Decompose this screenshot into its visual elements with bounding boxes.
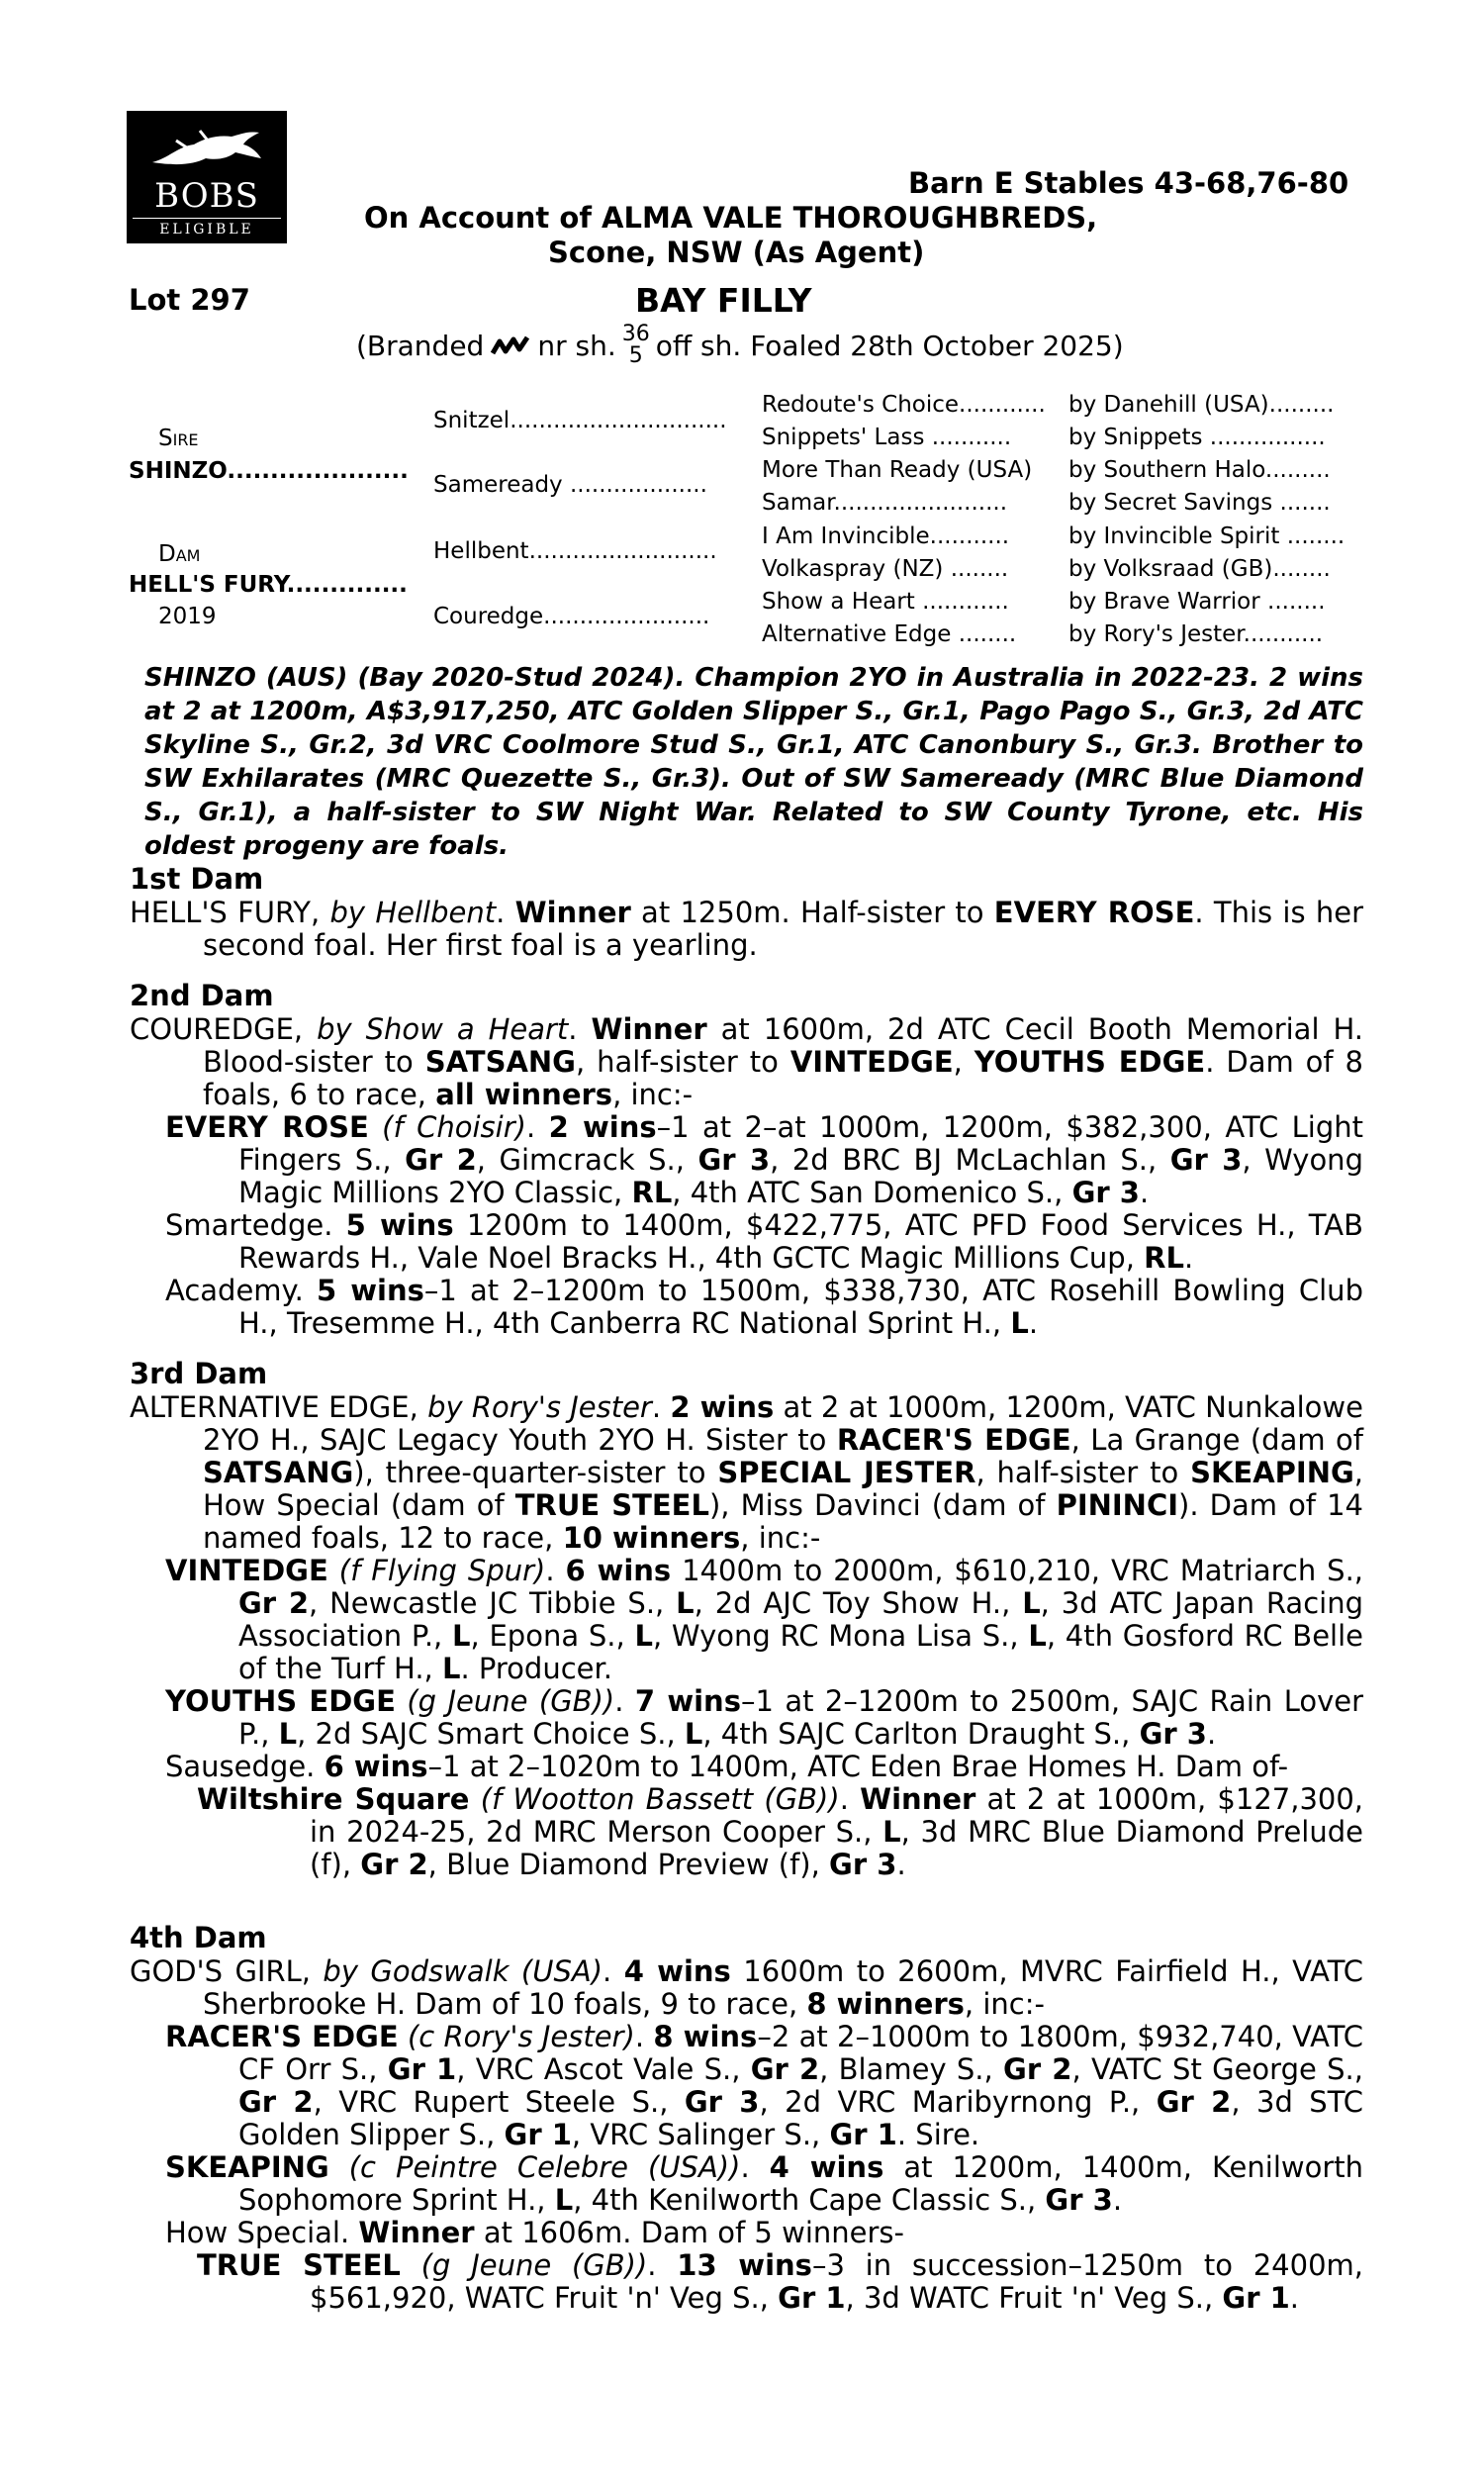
- text-fragment: [469, 1782, 480, 1816]
- second-dam-paragraph: [130, 1013, 1363, 1111]
- text-fragment: , 2d VRC Maribyrnong P.,: [759, 2085, 1157, 2119]
- gen3-name: I Am Invincible: [762, 523, 930, 549]
- text-fragment: , 3d WATC Fruit 'n' Veg S.,: [845, 2281, 1223, 2315]
- produce-entry: [130, 1209, 1363, 1275]
- text-fragment: [396, 1684, 407, 1718]
- text-fragment: Gr 2: [750, 2052, 820, 2086]
- text-fragment: .: [896, 1848, 906, 1881]
- brand-near: nr sh.: [537, 329, 616, 362]
- gen3-by-4: by Secret Savings .......: [1068, 490, 1331, 516]
- text: HELL'S FURY,: [130, 896, 330, 929]
- text-fragment: , 4th Kenilworth Cape Classic S.,: [573, 2183, 1046, 2217]
- sire-summary: SHINZO (AUS) (Bay 2020-Stud 2024). Champion 2YO in Australia in 2022-23. 2 wins at 2 at 1200m, A$3,917,250, ATC Golden Slipper S., Gr.1, Pago Pago S., Gr.3, 2d ATC Skyline S., Gr.2, 3d VRC Coolmore Stud S., Gr.1, ATC Canonbury S., Gr.3. Brother to SW Exhilarates (MRC Quezette S., Gr.3). Out of SW Sameready (MRC Blue Diamond S., Gr.1), a half-sister to SW Night War. Related to SW County Tyrone, etc. His oldest progeny are foals.: [144, 663, 1363, 861]
- produce-entry: [130, 1275, 1363, 1340]
- text-fragment: Gr 3: [697, 1143, 771, 1177]
- gen3-by-6: by Volksraad (GB)........: [1068, 556, 1331, 582]
- text-fragment: , 3d STC Golden Slipper S.,: [238, 2085, 1363, 2151]
- text-fragment: 5 wins: [316, 1274, 424, 1307]
- text-fragment: .: [614, 1684, 635, 1718]
- text-fragment: Gr 3: [1139, 1717, 1207, 1751]
- gen3-4: Samar........................: [762, 490, 1008, 516]
- text-fragment: all winners: [435, 1078, 613, 1111]
- text-fragment: , VRC Salinger S.,: [571, 2118, 830, 2151]
- text-fragment: ALTERNATIVE EDGE,: [130, 1390, 428, 1424]
- text-fragment: , Epona S.,: [470, 1619, 635, 1653]
- produce-entry: [130, 2217, 1363, 2249]
- text-fragment: , 4th Gosford RC Belle of the Turf H.,: [238, 1619, 1363, 1685]
- text-fragment: –1 at 2–1200m to 1500m, $338,730, ATC Rosehill Bowling Club H., Tresemme H., 4th Canberra RC National Sprint H.,: [238, 1274, 1363, 1340]
- dam-dam: Couredge.......................: [433, 604, 710, 629]
- text-fragment: Wiltshire Square: [197, 1782, 470, 1816]
- text-fragment: 4 wins: [623, 1954, 731, 1988]
- text-fragment: .: [839, 1782, 861, 1816]
- text-fragment: , 4th SAJC Carlton Draught S.,: [702, 1717, 1140, 1751]
- text-fragment: , inc:-: [964, 1987, 1045, 2021]
- text-fragment: , Blue Diamond Preview (f),: [427, 1848, 830, 1881]
- first-dam-paragraph: [130, 897, 1363, 962]
- text-fragment: 7 wins: [634, 1684, 741, 1718]
- text-fragment: L: [1022, 1586, 1041, 1620]
- text-fragment: (c Rory's Jester): [407, 2020, 635, 2053]
- gen3-3: [762, 459, 1032, 482]
- brand-suffix: off sh. Foaled 28th October 2025): [655, 329, 1124, 362]
- text-fragment: Winner: [358, 2216, 475, 2249]
- text: at 1250m. Half-sister to: [630, 896, 994, 929]
- text-fragment: Gr 3: [1169, 1143, 1243, 1177]
- text-fragment: (f Flying Spur): [338, 1554, 546, 1587]
- gen3-by: by Brave Warrior: [1068, 589, 1260, 615]
- text-fragment: SPECIAL JESTER: [717, 1456, 976, 1489]
- sire-label: Sire: [158, 426, 199, 451]
- text-fragment: Gr 2: [360, 1848, 428, 1881]
- brand-prefix: (Branded: [356, 329, 485, 362]
- dam-name-text: HELL'S FURY: [129, 572, 287, 598]
- text-fragment: at 2 at 1000m, $127,300, in 2024-25, 2d MRC Merson Cooper S.,: [310, 1782, 1364, 1849]
- text-fragment: Gr 2: [405, 1143, 477, 1177]
- lot-number: Lot 297: [129, 283, 250, 317]
- gen3-name: Snippets' Lass: [762, 425, 925, 450]
- gen3-name: Alternative Edge: [762, 621, 952, 647]
- fourth-dam-paragraph: [130, 1955, 1363, 2021]
- text-fragment: L: [684, 1717, 703, 1751]
- text-fragment: (f Wootton Bassett (GB)): [480, 1782, 840, 1816]
- text-fragment: 1600m to 2600m, MVRC Fairfield H., VATC Sherbrooke H. Dam of 10 foals, 9 to race,: [203, 1954, 1363, 2021]
- text-fragment: .: [634, 2020, 654, 2053]
- text-fragment: ). Dam of 14 named foals, 12 to race,: [203, 1488, 1363, 1555]
- consignor: On Account of ALMA VALE THOROUGHBREDS,: [364, 201, 1098, 235]
- text-fragment: L: [554, 2183, 574, 2217]
- horse-icon: [148, 129, 265, 172]
- text-fragment: [401, 2248, 421, 2282]
- text-fragment: 5 wins: [345, 1208, 454, 1242]
- text-fragment: .: [1028, 1306, 1039, 1340]
- text-fragment: SKEAPING: [165, 2150, 329, 2184]
- sire-dam: Sameready ...................: [433, 472, 707, 498]
- gen3-by: by Secret Savings: [1068, 490, 1273, 516]
- text-fragment: (c Peintre Celebre (USA)): [348, 2150, 741, 2184]
- text-fragment: L: [1010, 1306, 1029, 1340]
- text-fragment: YOUTHS EDGE: [165, 1684, 396, 1718]
- text-fragment: , 4th ATC San Domenico S.,: [672, 1176, 1072, 1209]
- text-fragment: –1 at 2–at 1000m, 1200m, $382,300, ATC Light Fingers S.,: [238, 1110, 1363, 1177]
- consignor-location: Scone, NSW (As Agent): [548, 236, 925, 269]
- lot-title: BAY FILLY: [635, 281, 812, 320]
- gen3-8: Alternative Edge ........: [762, 621, 1017, 647]
- text-fragment: (f Choisir): [382, 1110, 526, 1144]
- text-fragment: , La Grange (dam of: [1070, 1423, 1363, 1457]
- text-fragment: TRUE STEEL: [197, 2248, 401, 2282]
- brand-number-bottom: 5: [628, 343, 643, 368]
- text-fragment: Gr 3: [1045, 2183, 1113, 2217]
- text: . This is her second foal. Her first foal is a yearling.: [203, 896, 1364, 962]
- text-fragment: –3 in succession–1250m to 2400m, $561,920, WATC Fruit 'n' Veg S.,: [310, 2248, 1363, 2315]
- dam-year: 2019: [158, 604, 217, 629]
- text-fragment: , inc:-: [740, 1521, 821, 1555]
- text-fragment: L: [882, 1815, 901, 1849]
- gen3-name: Show a Heart: [762, 589, 915, 615]
- produce-entry: [130, 1685, 1363, 1751]
- second-dam-section: [130, 978, 1363, 1340]
- text-fragment: L: [676, 1586, 695, 1620]
- text: EVERY ROSE: [993, 896, 1195, 929]
- text-fragment: .: [1289, 2281, 1300, 2315]
- text-fragment: . Dam of 8 foals, 6 to race,: [203, 1045, 1363, 1111]
- text-fragment: , Blamey S.,: [819, 2052, 1004, 2086]
- text-fragment: , 2d SAJC Smart Choice S.,: [297, 1717, 685, 1751]
- gen3-by-2: by Snippets ................: [1068, 425, 1326, 450]
- third-dam-paragraph: [130, 1391, 1363, 1555]
- text-fragment: 8 wins: [653, 2020, 758, 2053]
- text-fragment: Winner: [591, 1012, 707, 1046]
- text-fragment: Gr 1: [387, 2052, 457, 2086]
- text-fragment: ), three-quarter-sister to: [353, 1456, 718, 1489]
- text-fragment: Gr 1: [778, 2281, 846, 2315]
- gen3-by: by Danehill (USA): [1068, 392, 1269, 418]
- text: .: [496, 896, 515, 929]
- gen3-by-8: by Rory's Jester...........: [1068, 621, 1324, 647]
- gen3-by-1: by Danehill (USA).........: [1068, 392, 1335, 418]
- text-fragment: .: [603, 1954, 624, 1988]
- text-fragment: 10 winners: [562, 1521, 741, 1555]
- text-fragment: , 3d MRC Blue Diamond Prelude (f),: [310, 1815, 1363, 1881]
- text-fragment: , VATC St George S.,: [1071, 2052, 1363, 2086]
- text-fragment: , 2d BRC BJ McLachlan S.,: [770, 1143, 1170, 1177]
- text: Winner: [514, 896, 631, 929]
- text-fragment: , 2d AJC Toy Show H.,: [694, 1586, 1023, 1620]
- section-heading: 4th Dam: [130, 1921, 267, 1954]
- text-fragment: .: [545, 1554, 566, 1587]
- third-dam-section: [130, 1356, 1363, 1881]
- text-fragment: SKEAPING: [1190, 1456, 1354, 1489]
- text-fragment: , half-sister to: [975, 1456, 1191, 1489]
- text-fragment: , VRC Ascot Vale S.,: [456, 2052, 751, 2086]
- text-fragment: How Special.: [165, 2216, 359, 2249]
- text-fragment: .: [651, 1390, 671, 1424]
- text-fragment: –1 at 2–1200m to 2500m, SAJC Rain Lover P.,: [238, 1684, 1364, 1751]
- text-fragment: Gr 3: [1071, 1176, 1140, 1209]
- first-dam-section: [130, 861, 1363, 962]
- text-fragment: , VRC Rupert Steele S.,: [313, 2085, 685, 2119]
- sire-sire-text: Snitzel: [433, 408, 510, 433]
- text-fragment: [369, 1110, 382, 1144]
- text-fragment: L: [278, 1717, 298, 1751]
- text-fragment: –1 at 2–1020m to 1400m, ATC Eden Brae Homes H. Dam of-: [427, 1750, 1289, 1783]
- text-fragment: –2 at 2–1000m to 1800m, $932,740, VATC CF Orr S.,: [238, 2020, 1364, 2086]
- brand-number-top: 36: [621, 322, 650, 346]
- dam-name: HELL'S FURY..............: [129, 572, 408, 598]
- text-fragment: Gr 1: [829, 2118, 897, 2151]
- text-fragment: 2 wins: [548, 1110, 657, 1144]
- gen3-name: Samar: [762, 490, 834, 516]
- text-fragment: .: [1112, 2183, 1123, 2217]
- text-fragment: ,: [953, 1045, 974, 1079]
- text-fragment: , Wyong Magic Millions 2YO Classic,: [238, 1143, 1363, 1209]
- gen3-by-5: by Invincible Spirit ........: [1068, 523, 1345, 549]
- produce-entry: [130, 1555, 1363, 1685]
- text-fragment: Smartedge.: [165, 1208, 346, 1242]
- text-fragment: , 3d ATC Japan Racing Association P.,: [238, 1586, 1363, 1653]
- text-fragment: 1400m to 2000m, $610,210, VRC Matriarch S.,: [671, 1554, 1364, 1587]
- sire-dam-text: Sameready: [433, 472, 563, 498]
- text-fragment: 8 winners: [806, 1987, 965, 2021]
- section-heading: 2nd Dam: [130, 979, 274, 1012]
- text-fragment: 6 wins: [324, 1750, 428, 1783]
- text-fragment: Sausedge.: [165, 1750, 325, 1783]
- text-fragment: by Godswalk (USA): [323, 1954, 603, 1988]
- text-fragment: 4 wins: [769, 2150, 884, 2184]
- text-fragment: Gr 3: [684, 2085, 760, 2119]
- text-fragment: SATSANG: [203, 1456, 354, 1489]
- gen3-by: by Southern Halo: [1068, 457, 1265, 483]
- text-fragment: , Gimcrack S.,: [476, 1143, 698, 1177]
- text-fragment: L: [634, 1619, 653, 1653]
- gen3-name: More Than Ready (USA): [762, 457, 1033, 483]
- brand-mark-icon: [490, 333, 531, 357]
- text-fragment: , inc:-: [612, 1078, 694, 1111]
- dam-sire: Hellbent..........................: [433, 538, 717, 564]
- text-fragment: .: [1206, 1717, 1217, 1751]
- text-fragment: Gr 2: [1156, 2085, 1232, 2119]
- text-fragment: COUREDGE,: [130, 1012, 318, 1046]
- text-fragment: Gr 1: [504, 2118, 572, 2151]
- text-fragment: at 1606m. Dam of 5 winners-: [474, 2216, 904, 2249]
- text-fragment: ), Miss Davinci (dam of: [708, 1488, 1057, 1522]
- gen3-name: Redoute's Choice: [762, 392, 960, 418]
- gen3-name: Volkaspray (NZ): [762, 556, 944, 582]
- text-fragment: .: [740, 2150, 770, 2184]
- text-fragment: VINTEDGE: [789, 1045, 954, 1079]
- gen3-by-3: by Southern Halo.........: [1068, 457, 1331, 483]
- text-fragment: Gr 3: [829, 1848, 897, 1881]
- brand-line: [356, 315, 1124, 376]
- text-fragment: , Newcastle JC Tibbie S.,: [309, 1586, 677, 1620]
- gen3-7: Show a Heart ............: [762, 589, 1009, 615]
- gen3-by: by Snippets: [1068, 425, 1203, 450]
- gen3-2: Snippets' Lass ...........: [762, 425, 1012, 450]
- brand-number: [622, 324, 650, 367]
- text-fragment: , How Special (dam of: [203, 1456, 1364, 1522]
- text-fragment: [328, 1554, 339, 1587]
- text-fragment: at 1200m, 1400m, Kenilworth Sophomore Sprint H.,: [238, 2150, 1364, 2217]
- fourth-dam-section: [130, 1920, 1363, 2315]
- text-fragment: , half-sister to: [575, 1045, 790, 1079]
- logo-subtext: ELIGIBLE: [133, 218, 281, 238]
- gen3-by-7: by Brave Warrior ........: [1068, 589, 1326, 615]
- text-fragment: .: [1183, 1241, 1194, 1275]
- sire-name-text: SHINZO: [129, 458, 228, 484]
- sire-sire: Snitzel..............................: [433, 408, 727, 433]
- text-fragment: RACER'S EDGE: [165, 2020, 399, 2053]
- text-fragment: L: [452, 1619, 471, 1653]
- text-fragment: 1200m to 1400m, $422,775, ATC PFD Food Services H., TAB Rewards H., Vale Noel Bracks H., 4th GCTC Magic Millions Cup,: [238, 1208, 1363, 1275]
- text: by Hellbent: [329, 896, 497, 929]
- produce-entry: [130, 1111, 1363, 1209]
- text-fragment: L: [1028, 1619, 1047, 1653]
- produce-entry-nested: [130, 1783, 1363, 1881]
- text-fragment: Gr 2: [1003, 2052, 1072, 2086]
- text-fragment: 2 wins: [670, 1390, 775, 1424]
- gen3-by: by Rory's Jester: [1068, 621, 1244, 647]
- text-fragment: Winner: [860, 1782, 976, 1816]
- section-heading: 3rd Dam: [130, 1357, 268, 1390]
- text-fragment: . Producer.: [460, 1652, 612, 1685]
- text-fragment: by Show a Heart: [317, 1012, 569, 1046]
- text-fragment: RL: [1144, 1241, 1184, 1275]
- text-fragment: EVERY ROSE: [165, 1110, 369, 1144]
- gen3-1: Redoute's Choice............: [762, 392, 1046, 418]
- text-fragment: 6 wins: [565, 1554, 672, 1587]
- text-fragment: RL: [631, 1176, 673, 1209]
- text-fragment: YOUTHS EDGE: [974, 1045, 1206, 1079]
- text-fragment: VINTEDGE: [165, 1554, 328, 1587]
- text-fragment: by Rory's Jester: [427, 1390, 652, 1424]
- text-fragment: (g Jeune (GB)): [407, 1684, 615, 1718]
- gen3-by: by Volksraad (GB): [1068, 556, 1273, 582]
- barn-location: Barn E Stables 43-68,76-80: [908, 166, 1349, 200]
- bobs-eligible-logo: [127, 111, 287, 243]
- text-fragment: 13 wins: [677, 2248, 812, 2282]
- produce-entry: [130, 2151, 1363, 2217]
- produce-entry: [130, 2021, 1363, 2151]
- produce-entry-nested: [130, 2249, 1363, 2315]
- sire-name: SHINZO.....................: [129, 458, 409, 484]
- text-fragment: PININCI: [1056, 1488, 1179, 1522]
- text-fragment: [399, 2020, 408, 2053]
- dam-sire-text: Hellbent: [433, 538, 529, 564]
- text-fragment: . Sire.: [896, 2118, 980, 2151]
- text-fragment: RACER'S EDGE: [836, 1423, 1071, 1457]
- text-fragment: at 1600m, 2d ATC Cecil Booth Memorial H. Blood-sister to: [203, 1012, 1363, 1079]
- gen3-by: by Invincible Spirit: [1068, 523, 1280, 549]
- text-fragment: [329, 2150, 349, 2184]
- text-fragment: , Wyong RC Mona Lisa S.,: [652, 1619, 1029, 1653]
- text-fragment: .: [568, 1012, 592, 1046]
- produce-entry: [130, 1751, 1363, 1783]
- text-fragment: GOD'S GIRL,: [130, 1954, 324, 1988]
- text-fragment: .: [1139, 1176, 1150, 1209]
- text-fragment: at 2 at 1000m, 1200m, VATC Nunkalowe 2YO H., SAJC Legacy Youth 2YO H. Sister to: [203, 1390, 1363, 1457]
- text-fragment: Academy.: [165, 1274, 317, 1307]
- dam-label: Dam: [158, 541, 201, 567]
- text-fragment: Gr 1: [1222, 2281, 1290, 2315]
- logo-text: BOBS: [154, 176, 259, 216]
- dam-dam-text: Couredge: [433, 604, 544, 629]
- section-heading: 1st Dam: [130, 862, 264, 896]
- text-fragment: TRUE STEEL: [514, 1488, 709, 1522]
- text-fragment: Gr 2: [238, 2085, 314, 2119]
- gen3-5: I Am Invincible...........: [762, 523, 1010, 549]
- text-fragment: .: [647, 2248, 678, 2282]
- gen3-6: Volkaspray (NZ) ........: [762, 556, 1009, 582]
- text-fragment: SATSANG: [424, 1045, 576, 1079]
- text-fragment: Gr 2: [238, 1586, 310, 1620]
- text-fragment: .: [525, 1110, 549, 1144]
- text-fragment: (g Jeune (GB)): [420, 2248, 648, 2282]
- text-fragment: L: [441, 1652, 461, 1685]
